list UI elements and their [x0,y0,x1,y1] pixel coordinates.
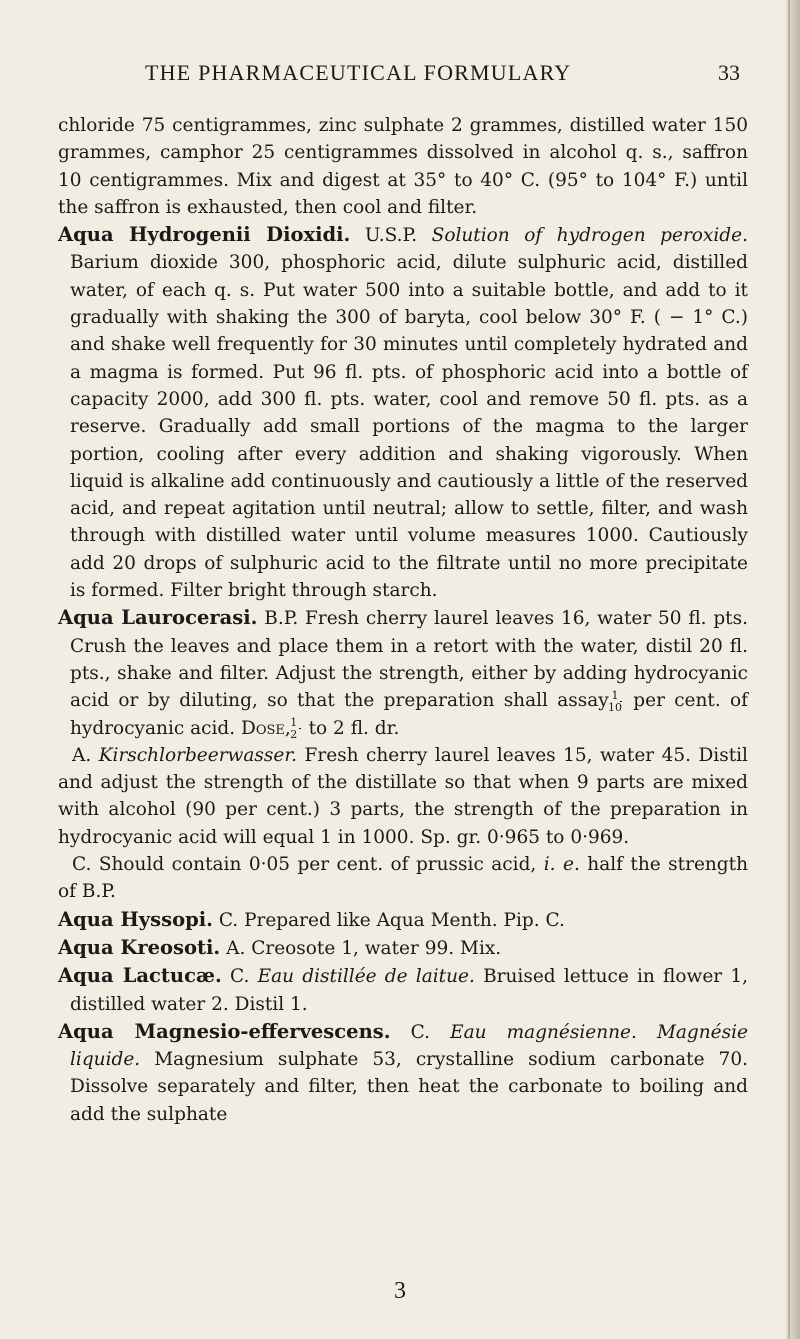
entry-text: B.P. Fresh cherry laurel leaves 16, water 50 fl. pts. Crush the leaves and place them in a retort with the water, distil 20 fl. pts., shake and filter. Adjust the strength, either by adding hydrocyanic acid or by diluting, so that the preparation shall assay [70,608,748,712]
entry-alt-name: Eau magnésienne. Magnésie liquide. [70,1021,748,1071]
entry-text: Magnesium sulphate 53, crystalline sodium carbonate 70. Dissolve separately and filter, then heat the carbonate to boiling and add the sulphate [70,1049,748,1125]
entry-alt-name: Eau distillée de laitue. [257,966,475,988]
sub-text: C. Should contain 0·05 per cent. of prussic acid, [72,854,537,876]
entry-aqua-hydrogenii-dioxidi [58,221,748,604]
page-header [0,60,800,92]
entry-subsection-a [58,742,748,851]
entry-aqua-magnesio-effervescens [58,1018,748,1128]
paragraph-continued: chloride 75 centigrammes, zinc sulphate 2 grammes, distilled water 150 grammes, camphor 25 centigrammes dissolved in alcohol q. s., saffron 10 centigrammes. Mix and digest at 35° to 40° C. (95° to 104° F.) until the saffron is exhausted, then cool and filter. [58,115,748,218]
sub-text: Fresh cherry laurel leaves 15, water 45. Distil and adjust the strength of the distillate so that when 9 parts are mixed with alcohol (90 per cent.) 3 parts, the strength of the preparation in hydrocyanic acid will equal 1 in 1000. Sp. gr. 0·965 to 0·969. [58,744,748,848]
entry-text: C. Prepared like Aqua Menth. Pip. C. [218,909,565,931]
entry-source: C. [230,966,250,988]
entry-aqua-laurocerasi [58,604,748,741]
dose-fraction [290,716,301,742]
entry-alt-name: Solution of hydrogen peroxide. [431,225,748,247]
entry-subsection-c [58,851,748,906]
entry-heading: Aqua Magnesio-effervescens. [58,1019,391,1043]
entry-aqua-kreosoti [58,934,748,962]
entry-text: per cent. of hydrocyanic acid. [70,690,748,739]
entry-text: Bruised lettuce in flower 1, distilled water 2. Distil 1. [70,966,749,1015]
fraction [608,688,623,714]
entry-heading: Aqua Lactucæ. [58,964,222,988]
entry-aqua-lactucae [58,962,748,1018]
dose-label: Dose, [241,717,291,739]
fraction-denominator: 2 [290,728,298,742]
fraction-denominator: 10 [608,700,623,714]
entry-heading: Aqua Laurocerasi. [58,606,258,630]
page-number: 33 [718,60,740,85]
fraction-numerator: 1 [299,717,301,729]
entry-aqua-hyssopi [58,906,748,934]
entry-heading: Aqua Hydrogenii Dioxidi. [58,223,351,247]
dose-text: to 2 fl. dr. [308,717,400,739]
body-text [58,112,748,1128]
sub-text-end: half the strength of B.P. [58,854,749,903]
running-head: THE PHARMACEUTICAL FORMULARY [145,60,572,85]
entry-source: C. [410,1021,430,1043]
entry-text: A. Creosote 1, water 99. Mix. [226,937,502,959]
entry-text: Barium dioxide 300, phosphoric acid, dilute sulphuric acid, distilled water, of each q. s. Put water 500 into a suitable bottle, and add to it gradually with shaking the 300 of baryta, cool below 30° F. ( − 1° C.) and shake well frequently for 30 minutes until completely hydrated and a magma is formed. Put 96 fl. pts. of phosphoric acid into a bottle of capacity 2000, add 300 fl. pts. water, cool and remove 50 fl. pts. as a reserve. Gradually add small portions of the magma to the larger portion, cooling after every addition and shaking vigorously. When liquid is alkaline add continuously and cautiously a little of the reserved acid, and repeat agitation until neutral; allow to settle, filter, and wash through with distilled water until volume measures 1000. Cautiously add 20 drops of sulphuric acid to the filtrate until no more precipitate is formed. Filter bright through starch. [70,252,748,602]
fraction-numerator: 1 [620,690,622,702]
sub-label: A. [72,744,92,766]
entry-heading: Aqua Kreosoti. [58,935,221,959]
signature-mark: 3 [394,1278,406,1304]
sub-name: Kirschlorbeerwasser. [98,744,298,766]
entry-heading: Aqua Hyssopi. [58,907,213,931]
entry-source: U.S.P. [364,225,418,247]
page-edge-line [788,0,790,1339]
sub-ie: i. e. [543,854,580,876]
